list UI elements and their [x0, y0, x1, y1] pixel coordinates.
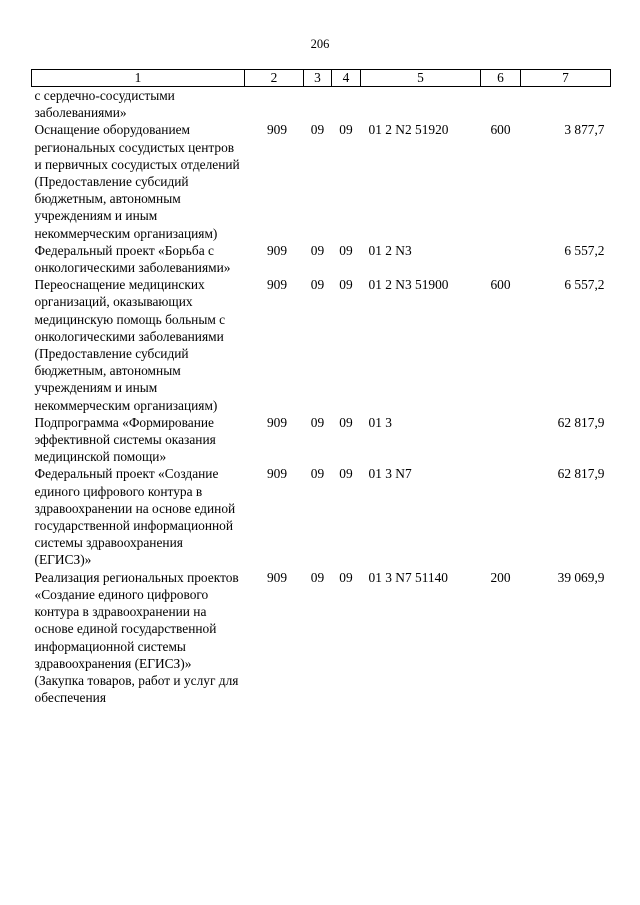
page-number: 206 [310, 37, 330, 51]
row-grbs [245, 87, 304, 122]
row-subsection [332, 87, 361, 122]
column-header-7: 7 [521, 70, 611, 87]
table-row [32, 87, 611, 122]
row-amount: 3 877,7 [564, 122, 605, 138]
row-expense-type [481, 465, 521, 568]
row-target-article [361, 87, 481, 122]
row-expense-type [481, 242, 521, 276]
row-target-article: 01 3 N7 [368, 466, 412, 482]
row-name: Федеральный проект «Борьба с онкологическими заболеваниями» [34, 242, 231, 276]
row-grbs: 909 [266, 242, 288, 258]
row-name: Подпрограмма «Формирование эффективной системы оказания медицинской помощи» [34, 414, 216, 465]
row-name: с сердечно-сосудистыми заболеваниями» [34, 88, 175, 121]
row-expense-type [481, 87, 521, 122]
row-grbs: 909 [266, 569, 288, 585]
row-subsection: 09 [339, 122, 353, 138]
table-row [32, 465, 611, 568]
column-header-5: 5 [361, 70, 481, 87]
row-subsection: 09 [339, 569, 353, 585]
row-subsection: 09 [339, 242, 353, 258]
row-name: Переоснащение медицинских организаций, оказывающих медицинскую помощь больным с онкологическими заболеваниями (Предоставление субсидий бюджетным, автономным учреждениям и иным некоммерческим организациям) [34, 277, 226, 413]
column-header-1: 1 [32, 70, 245, 87]
row-section: 09 [310, 569, 325, 585]
row-amount: 62 817,9 [557, 466, 605, 482]
column-header-4: 4 [332, 70, 361, 87]
row-subsection: 09 [339, 414, 353, 430]
row-target-article: 01 3 N7 51140 [368, 569, 448, 585]
row-expense-type: 200 [490, 569, 511, 585]
row-grbs: 909 [266, 414, 288, 430]
row-name: Федеральный проект «Создание единого цифрового контура в здравоохранении на основе единой государственной информационной системы здравоохранения (ЕГИСЗ)» [34, 466, 236, 568]
row-name: Оснащение оборудованием региональных сосудистых центров и первичных сосудистых отделений (Предоставление субсидий бюджетным, автономным учреждениям и иным некоммерческим организациям) [34, 122, 240, 241]
column-header-3: 3 [304, 70, 332, 87]
row-subsection: 09 [339, 277, 353, 293]
row-amount [521, 87, 611, 122]
row-amount: 62 817,9 [557, 414, 605, 430]
table-header-row [32, 70, 611, 87]
row-section: 09 [310, 122, 325, 138]
budget-table [31, 69, 611, 706]
row-section: 09 [310, 242, 325, 258]
row-amount: 39 069,9 [557, 569, 605, 585]
table-row [32, 242, 611, 276]
row-amount: 6 557,2 [564, 277, 605, 293]
row-expense-type: 600 [490, 277, 511, 293]
row-grbs: 909 [266, 122, 288, 138]
table-row [32, 276, 611, 414]
column-header-6: 6 [481, 70, 521, 87]
row-expense-type [481, 414, 521, 466]
row-grbs: 909 [266, 466, 288, 482]
row-amount: 6 557,2 [564, 242, 605, 258]
row-name: Реализация региональных проектов «Создание единого цифрового контура в здравоохранении на основе единой государственной информационной системы здравоохранения (ЕГИСЗ)» (Закупка товаров, работ и услуг для обеспечения [34, 569, 239, 706]
row-section: 09 [310, 466, 325, 482]
row-target-article: 01 3 [368, 414, 392, 430]
row-section [304, 87, 332, 122]
row-target-article: 01 2 N3 [368, 242, 412, 258]
row-target-article: 01 2 N3 51900 [368, 277, 449, 293]
row-expense-type: 600 [490, 122, 511, 138]
row-section: 09 [310, 414, 325, 430]
row-grbs: 909 [266, 277, 288, 293]
row-subsection: 09 [339, 466, 353, 482]
table-row [32, 121, 611, 241]
table-row [32, 569, 611, 707]
row-section: 09 [310, 277, 325, 293]
table-row [32, 414, 611, 466]
row-target-article: 01 2 N2 51920 [368, 122, 449, 138]
column-header-2: 2 [245, 70, 304, 87]
